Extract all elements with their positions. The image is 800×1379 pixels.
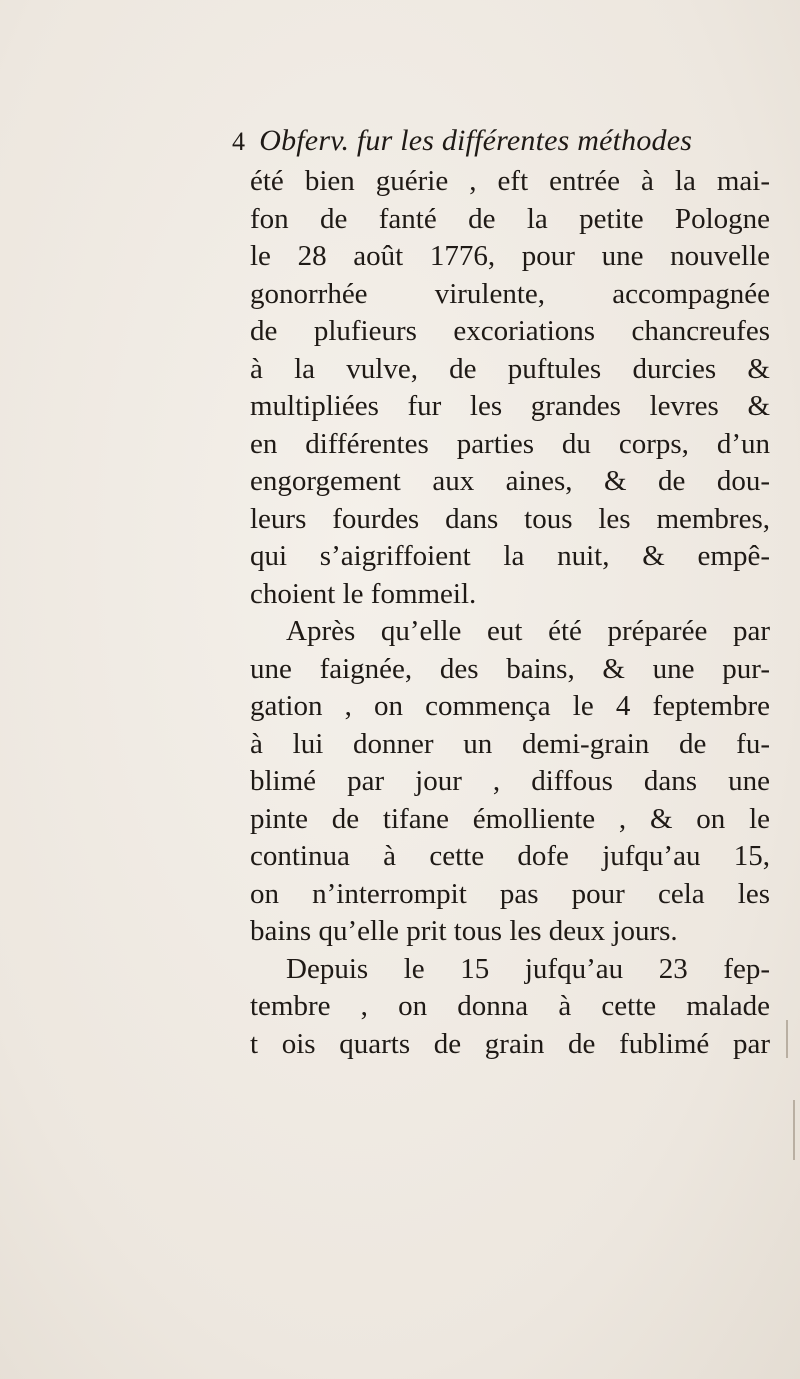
text-line: tembre , on donna à cette malade — [250, 990, 770, 1022]
text-line-paragraph-end: choient le fommeil. — [250, 577, 477, 610]
text-line: le 28 août 1776, pour une nouvelle — [250, 240, 770, 272]
text-line: gation , on commença le 4 feptembre — [250, 690, 770, 722]
text-line: pinte de tifane émolliente , & on le — [250, 802, 770, 835]
text-line-paragraph-end: bains qu’elle prit tous les deux jours. — [250, 915, 678, 947]
body-text — [250, 163, 770, 1063]
paper-edge-mark — [786, 1020, 788, 1058]
text-line: multipliées fur les grandes levres & — [250, 390, 770, 422]
running-head-title: Obferv. fur les différentes méthodes — [259, 124, 693, 157]
text-line: été bien guérie , eft entrée à la mai- — [250, 165, 770, 197]
text-line: blimé par jour , diffous dans une — [250, 765, 770, 797]
paper-edge-mark — [793, 1100, 795, 1160]
text-line: en différentes parties du corps, d’un — [250, 427, 770, 460]
text-line: engorgement aux aines, & de dou- — [250, 465, 770, 497]
page-number: 4 — [232, 127, 246, 156]
text-line: à lui donner un demi-grain de fu- — [250, 727, 770, 760]
text-line: qui s’aigriffoient la nuit, & empê- — [250, 540, 770, 572]
text-line: gonorrhée virulente, accompagnée — [250, 277, 770, 310]
text-line-paragraph-start: Depuis le 15 jufqu’au 23 fep- — [286, 952, 770, 985]
running-head — [232, 124, 772, 158]
text-line-paragraph-start: Après qu’elle eut été préparée par — [286, 615, 770, 647]
text-line: leurs fourdes dans tous les membres, — [250, 502, 770, 535]
text-line: fon de fanté de la petite Pologne — [250, 202, 770, 235]
text-line: à la vulve, de puftules durcies & — [250, 352, 770, 385]
text-line: continua à cette dofe jufqu’au 15, — [250, 840, 770, 872]
text-line: de plufieurs excoriations chancreufes — [250, 315, 770, 347]
text-line: t ois quarts de grain de fublimé par — [250, 1027, 770, 1060]
text-line: on n’interrompit pas pour cela les — [250, 877, 770, 910]
text-line: une faignée, des bains, & une pur- — [250, 652, 770, 685]
